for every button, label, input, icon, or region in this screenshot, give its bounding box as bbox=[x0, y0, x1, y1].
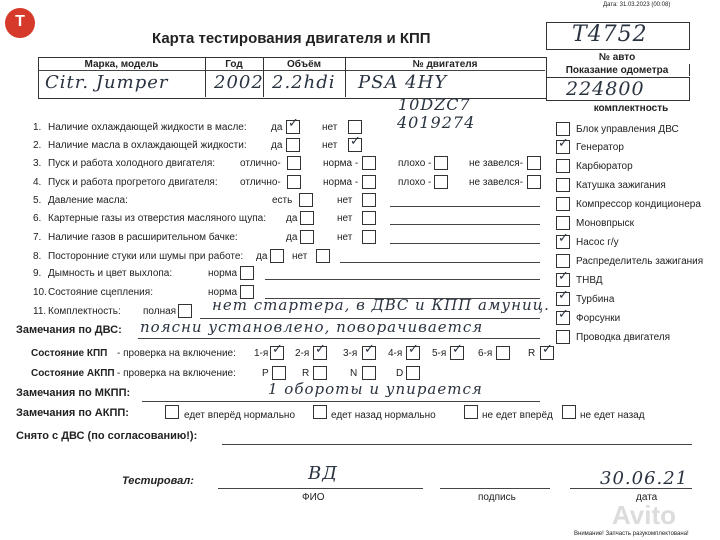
q2-text: Наличие масла в охлаждающей жидкости: bbox=[48, 140, 247, 151]
odometer-value: 224800 bbox=[566, 78, 645, 100]
q1-text: Наличие охлаждающей жидкости в масле: bbox=[48, 122, 247, 133]
q6-no-label: нет bbox=[337, 213, 353, 224]
mkpp-remarks-handwritten: 1 обороты и упирается bbox=[268, 380, 483, 398]
kit-checkbox-ac-compressor[interactable] bbox=[556, 197, 570, 211]
q3-normal-label: норма - bbox=[323, 158, 359, 169]
kit-label-power-steering: Насос г/у bbox=[576, 237, 619, 248]
gear-5-label: 5-я bbox=[432, 348, 447, 359]
kit-label-ignition-coil: Катушка зажигания bbox=[576, 180, 666, 191]
q4-excellent-label: отлично- bbox=[240, 177, 281, 188]
q4-normal-label: норма - bbox=[323, 177, 359, 188]
notice-text: Внимание! Запчасть разукомплектована! bbox=[574, 531, 689, 537]
q1-no-label: нет bbox=[322, 122, 338, 133]
gear-4-checkbox[interactable]: ✓ bbox=[406, 346, 420, 360]
akpp-no-forward-label: не едет вперёд bbox=[482, 410, 553, 421]
q11-handwritten-note: нет стартера, в ДВС и КПП амуниц. bbox=[212, 296, 550, 314]
q7-text: Наличие газов в расширительном бачке: bbox=[48, 232, 238, 243]
gear-3-checkbox[interactable]: ✓ bbox=[362, 346, 376, 360]
q2-no-checkbox[interactable]: ✓ bbox=[348, 138, 362, 152]
gear-5-checkbox[interactable]: ✓ bbox=[450, 346, 464, 360]
akpp-p-checkbox[interactable] bbox=[272, 366, 286, 380]
q1-no-checkbox[interactable] bbox=[348, 120, 362, 134]
q8-yes-checkbox[interactable] bbox=[270, 249, 284, 263]
q8-num: 8. bbox=[33, 251, 42, 262]
akpp-no-forward-checkbox[interactable] bbox=[464, 405, 478, 419]
q4-excellent-checkbox[interactable] bbox=[287, 175, 301, 189]
q1-yes-checkbox[interactable]: ✓ bbox=[286, 120, 300, 134]
dvs-remarks-line bbox=[138, 338, 540, 339]
q8-text: Посторонние стуки или шумы при работе: bbox=[48, 251, 244, 262]
akpp-forward-ok-checkbox[interactable] bbox=[165, 405, 179, 419]
q2-no-label: нет bbox=[322, 140, 338, 151]
dvs-remarks-handwritten: поясни установлено, поворачивается bbox=[140, 318, 484, 336]
col-header-volume: Объём bbox=[286, 59, 322, 70]
q7-num: 7. bbox=[33, 232, 42, 243]
q11-text: Комплектность: bbox=[48, 306, 121, 317]
kit-checkbox-alternator[interactable]: ✓ bbox=[556, 140, 570, 154]
kit-checkbox-ecu[interactable] bbox=[556, 122, 570, 136]
q5-num: 5. bbox=[33, 195, 42, 206]
model-value: Citr. Jumper bbox=[45, 72, 169, 93]
tested-label: Тестировал: bbox=[122, 475, 194, 487]
engine-no-value: PSA 4HY bbox=[358, 72, 448, 93]
kit-label-distributor: Распределитель зажигания bbox=[576, 256, 704, 267]
col-header-model: Марка, модель bbox=[84, 59, 159, 70]
fio-line bbox=[218, 488, 423, 489]
akpp-n-checkbox[interactable] bbox=[362, 366, 376, 380]
tester-handwritten: ВД bbox=[308, 463, 338, 484]
q3-bad-checkbox[interactable] bbox=[434, 156, 448, 170]
table-divider bbox=[38, 70, 545, 71]
q8-note-line bbox=[340, 262, 540, 263]
mkpp-remarks-label: Замечания по МКПП: bbox=[16, 387, 131, 399]
date-label: дата bbox=[636, 492, 658, 503]
q6-yes-checkbox[interactable] bbox=[300, 211, 314, 225]
q9-text: Дымность и цвет выхлопа: bbox=[48, 268, 173, 279]
akpp-n-label: N bbox=[350, 368, 358, 379]
removed-label: Снято с ДВС (по согласованию!): bbox=[16, 430, 198, 442]
q7-note-line bbox=[390, 243, 540, 244]
gear-6-checkbox[interactable] bbox=[496, 346, 510, 360]
kit-checkbox-turbo[interactable]: ✓ bbox=[556, 292, 570, 306]
akpp-p-label: P bbox=[262, 368, 269, 379]
q11-full-checkbox[interactable] bbox=[178, 304, 192, 318]
q9-norm-label: норма bbox=[208, 268, 238, 279]
kit-label-injectors: Форсунки bbox=[576, 313, 621, 324]
q11-num: 11. bbox=[33, 306, 47, 317]
brand-logo bbox=[5, 8, 35, 38]
kit-checkbox-distributor[interactable] bbox=[556, 254, 570, 268]
akpp-no-backward-label: не едет назад bbox=[580, 410, 645, 421]
kit-title: комплектность bbox=[593, 103, 669, 114]
kit-checkbox-mono-injection[interactable] bbox=[556, 216, 570, 230]
kit-label-carburetor: Карбюратор bbox=[576, 161, 633, 172]
gear-r-checkbox[interactable]: ✓ bbox=[540, 346, 554, 360]
q9-norm-checkbox[interactable] bbox=[240, 266, 254, 280]
q6-yes-label: да bbox=[286, 213, 298, 224]
kit-checkbox-carburetor[interactable] bbox=[556, 159, 570, 173]
q3-excellent-checkbox[interactable] bbox=[287, 156, 301, 170]
odometer-label: Показание одометра bbox=[565, 65, 669, 76]
q4-normal-checkbox[interactable] bbox=[362, 175, 376, 189]
engine-extra-1: 10DZC7 bbox=[398, 95, 471, 114]
q3-nostart-checkbox[interactable] bbox=[527, 156, 541, 170]
kpp-state-label: Состояние КПП bbox=[31, 348, 108, 359]
date-stamp: Дата: 31.03.2023 (00:08) bbox=[603, 2, 671, 8]
car-no-label: № авто bbox=[598, 52, 636, 63]
q6-no-checkbox[interactable] bbox=[362, 211, 376, 225]
q5-no-label: нет bbox=[337, 195, 353, 206]
gear-1-label: 1-я bbox=[254, 348, 269, 359]
volume-value: 2.2hdi bbox=[272, 72, 336, 93]
akpp-d-label: D bbox=[396, 368, 404, 379]
q5-note-line bbox=[390, 206, 540, 207]
kit-label-turbo: Турбина bbox=[576, 294, 615, 305]
kit-checkbox-injection-pump[interactable]: ✓ bbox=[556, 273, 570, 287]
logo-glyph: Т bbox=[15, 13, 25, 30]
kit-label-wiring: Проводка двигателя bbox=[576, 332, 671, 343]
q6-note-line bbox=[390, 224, 540, 225]
q3-nostart-label: не завелся- bbox=[469, 158, 524, 169]
gear-1-checkbox[interactable]: ✓ bbox=[270, 346, 284, 360]
kpp-check-label: - проверка на включение: bbox=[117, 348, 236, 359]
date-handwritten: 30.06.21 bbox=[600, 468, 689, 489]
akpp-remarks-label: Замечания по АКПП: bbox=[16, 407, 129, 419]
q5-yes-checkbox[interactable] bbox=[299, 193, 313, 207]
kit-label-injection-pump: ТНВД bbox=[576, 275, 603, 286]
kit-checkbox-wiring[interactable] bbox=[556, 330, 570, 344]
gear-2-label: 2-я bbox=[295, 348, 310, 359]
akpp-state-label: Состояние АКПП bbox=[31, 368, 115, 379]
kit-checkbox-ignition-coil[interactable] bbox=[556, 178, 570, 192]
q4-bad-checkbox[interactable] bbox=[434, 175, 448, 189]
akpp-r-checkbox[interactable] bbox=[313, 366, 327, 380]
gear-r-label: R bbox=[528, 348, 536, 359]
q10-norm-label: норма bbox=[208, 287, 238, 298]
col-header-engine-no: № двигателя bbox=[412, 59, 478, 70]
q6-num: 6. bbox=[33, 213, 42, 224]
gear-2-checkbox[interactable]: ✓ bbox=[313, 346, 327, 360]
akpp-backward-ok-checkbox[interactable] bbox=[313, 405, 327, 419]
q8-no-label: нет bbox=[292, 251, 308, 262]
kit-label-ac-compressor: Компрессор кондиционера bbox=[576, 199, 701, 210]
q8-no-checkbox[interactable] bbox=[316, 249, 330, 263]
akpp-d-checkbox[interactable] bbox=[406, 366, 420, 380]
q7-no-checkbox[interactable] bbox=[362, 230, 376, 244]
q11-full-label: полная bbox=[143, 306, 177, 317]
q6-text: Картерные газы из отверстия масляного щупа: bbox=[48, 213, 266, 224]
mkpp-remarks-line bbox=[142, 401, 540, 402]
q2-yes-label: да bbox=[271, 140, 283, 151]
q4-bad-label: плохо - bbox=[398, 177, 432, 188]
kit-label-ecu: Блок управления ДВС bbox=[576, 124, 679, 135]
gear-4-label: 4-я bbox=[388, 348, 403, 359]
kit-checkbox-power-steering[interactable]: ✓ bbox=[556, 235, 570, 249]
signature-line bbox=[440, 488, 550, 489]
engine-extra-2: 4019274 bbox=[397, 113, 476, 132]
q3-text: Пуск и работа холодного двигателя: bbox=[48, 158, 216, 169]
akpp-forward-ok-label: едет вперёд нормально bbox=[184, 410, 296, 421]
q5-yes-label: есть bbox=[272, 195, 293, 206]
q7-yes-label: да bbox=[286, 232, 298, 243]
q8-yes-label: да bbox=[256, 251, 268, 262]
q7-no-label: нет bbox=[337, 232, 353, 243]
q3-normal-checkbox[interactable] bbox=[362, 156, 376, 170]
q2-num: 2. bbox=[33, 140, 42, 151]
kit-checkbox-injectors[interactable]: ✓ bbox=[556, 311, 570, 325]
q3-excellent-label: отлично- bbox=[240, 158, 281, 169]
q3-bad-label: плохо - bbox=[398, 158, 432, 169]
q1-num: 1. bbox=[33, 122, 42, 133]
akpp-r-label: R bbox=[302, 368, 310, 379]
year-value: 2002 bbox=[214, 72, 264, 93]
q4-num: 4. bbox=[33, 177, 42, 188]
gear-3-label: 3-я bbox=[343, 348, 358, 359]
kit-label-mono-injection: Моновпрыск bbox=[576, 218, 634, 229]
q3-num: 3. bbox=[33, 158, 42, 169]
car-no-handwritten: T4752 bbox=[572, 22, 648, 47]
q5-text: Давление масла: bbox=[48, 195, 128, 206]
dvs-remarks-label: Замечания по ДВС: bbox=[16, 324, 122, 336]
q4-nostart-label: не завелся- bbox=[469, 177, 524, 188]
akpp-check-label: - проверка на включение: bbox=[117, 368, 236, 379]
akpp-no-backward-checkbox[interactable] bbox=[562, 405, 576, 419]
q10-text: Состояние сцепления: bbox=[48, 287, 153, 298]
akpp-backward-ok-label: едет назад нормально bbox=[331, 410, 436, 421]
q7-yes-checkbox[interactable] bbox=[300, 230, 314, 244]
q9-num: 9. bbox=[33, 268, 42, 279]
page-title: Карта тестирования двигателя и КПП bbox=[152, 30, 431, 47]
q4-text: Пуск и работа прогретого двигателя: bbox=[48, 177, 218, 188]
gear-6-label: 6-я bbox=[478, 348, 493, 359]
q2-yes-checkbox[interactable] bbox=[286, 138, 300, 152]
fio-label: ФИО bbox=[302, 492, 325, 503]
avito-watermark: Avito bbox=[612, 500, 677, 530]
q1-yes-label: да bbox=[271, 122, 283, 133]
signature-label: подпись bbox=[478, 492, 516, 503]
q9-note-line bbox=[265, 279, 540, 280]
removed-line bbox=[222, 444, 692, 445]
q4-nostart-checkbox[interactable] bbox=[527, 175, 541, 189]
kit-label-alternator: Генератор bbox=[576, 142, 624, 153]
q5-no-checkbox[interactable] bbox=[362, 193, 376, 207]
q10-num: 10. bbox=[33, 287, 47, 298]
col-header-year: Год bbox=[225, 59, 243, 70]
